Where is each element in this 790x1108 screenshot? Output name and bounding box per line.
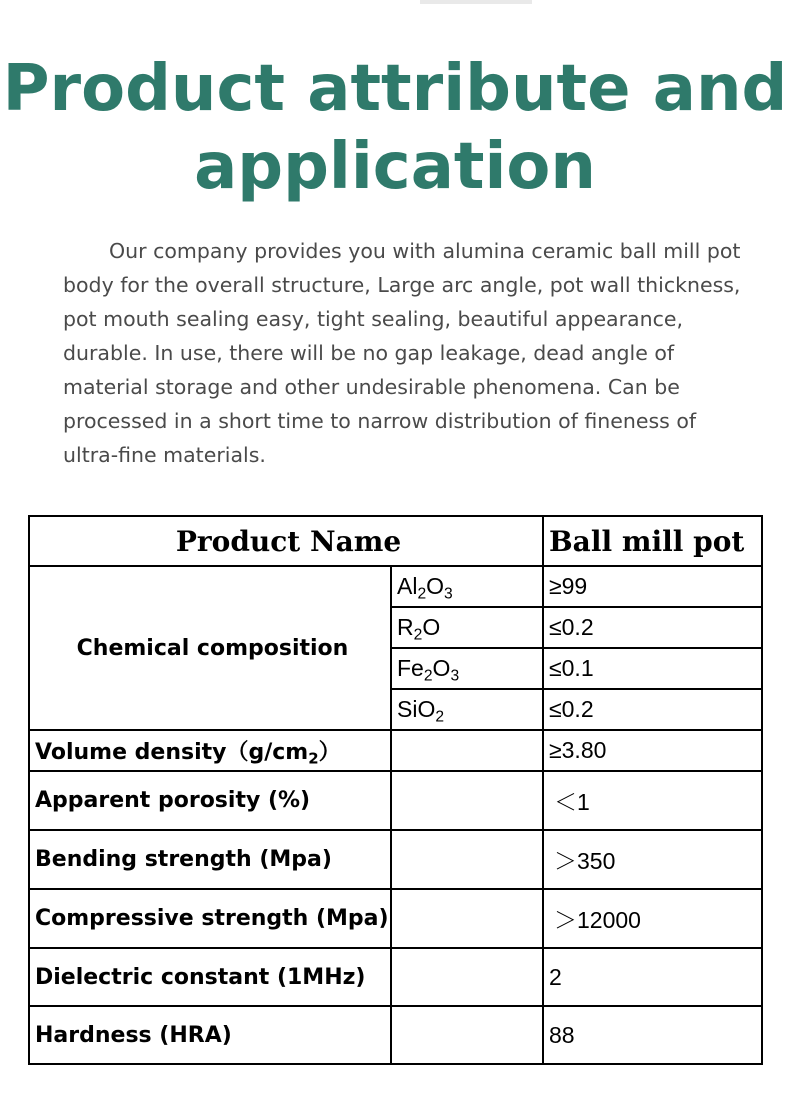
empty-cell bbox=[391, 948, 543, 1006]
property-value: ＞12000 bbox=[543, 889, 762, 948]
table-row bbox=[29, 889, 762, 948]
table-row bbox=[29, 771, 762, 830]
table-header-row bbox=[29, 516, 762, 566]
empty-cell bbox=[391, 1006, 543, 1064]
chem-component: $Al_2O_3$ bbox=[391, 566, 543, 607]
header-product-name: Product Name bbox=[29, 516, 543, 566]
property-label: Hardness (HRA) bbox=[29, 1006, 391, 1064]
chem-component: $R_2O$ bbox=[391, 607, 543, 648]
empty-cell bbox=[391, 730, 543, 771]
table-row bbox=[29, 1006, 762, 1064]
intro-paragraph: Our company provides you with alumina ceramic ball mill pot body for the overall structure, Large arc angle, pot wall thickness, pot mouth sealing easy, tight sealing, beautiful appearance, durable. In use, there will be no gap leakage, dead angle of material storage and other undesirable phenomena. Can be processed in a short time to narrow distribution of fineness of ultra-fine materials. bbox=[63, 239, 741, 467]
chem-value: ≤0.1 bbox=[543, 648, 762, 689]
property-label: Dielectric constant (1MHz) bbox=[29, 948, 391, 1006]
property-label: Compressive strength (Mpa) bbox=[29, 889, 391, 948]
property-value: 88 bbox=[543, 1006, 762, 1064]
property-value: 2 bbox=[543, 948, 762, 1006]
property-value: ＜1 bbox=[543, 771, 762, 830]
table-row bbox=[29, 566, 762, 607]
chemical-composition-label: Chemical composition bbox=[29, 566, 391, 730]
volume-density-label: Volume $density(g/cm_2)$ bbox=[29, 730, 391, 771]
chem-value: ≤0.2 bbox=[543, 689, 762, 730]
property-label: Apparent porosity (%) bbox=[29, 771, 391, 830]
table-row bbox=[29, 830, 762, 889]
property-value: ＞350 bbox=[543, 830, 762, 889]
table-row bbox=[29, 730, 762, 771]
property-label: Bending strength (Mpa) bbox=[29, 830, 391, 889]
volume-density-value: ≥3.80 bbox=[543, 730, 762, 771]
spec-table bbox=[28, 515, 763, 1065]
chem-value: ≥99 bbox=[543, 566, 762, 607]
chem-value: ≤0.2 bbox=[543, 607, 762, 648]
chem-component: $Fe_2O_3$ bbox=[391, 648, 543, 689]
header-product-value: Ball mill pot bbox=[543, 516, 762, 566]
top-divider bbox=[420, 0, 532, 4]
title-line-2: application bbox=[194, 130, 596, 204]
empty-cell bbox=[391, 830, 543, 889]
title-line-1: Product attribute and bbox=[2, 52, 788, 126]
empty-cell bbox=[391, 889, 543, 948]
page-title bbox=[0, 50, 790, 206]
chem-component: SiO$_2$ bbox=[391, 689, 543, 730]
empty-cell bbox=[391, 771, 543, 830]
table-row bbox=[29, 948, 762, 1006]
